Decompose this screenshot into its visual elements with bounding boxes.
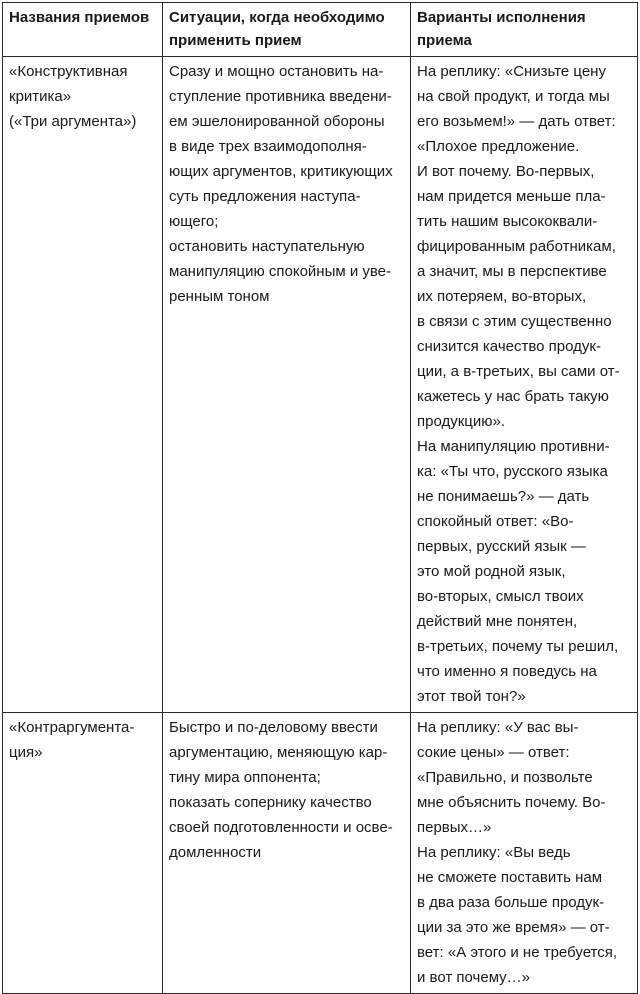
variants-cell — [411, 57, 638, 713]
cell-line: снизится качество продук- — [417, 338, 601, 355]
cell-line: первых…» — [417, 819, 492, 836]
cell-line: тину мира оппонента; — [169, 769, 321, 786]
cell-line: действий мне понятен, — [417, 613, 578, 630]
table-header-row — [3, 3, 638, 57]
cell-line: ющего; — [169, 213, 219, 230]
table-row — [3, 57, 638, 713]
cell-line: его возьмем!» — дать ответ: — [417, 113, 616, 130]
cell-line: «Правильно, и позвольте — [417, 769, 593, 786]
situation-cell — [163, 57, 411, 713]
cell-line: в два раза больше продук- — [417, 894, 605, 911]
header-line: Названия приемов — [9, 9, 150, 26]
cell-line: в виде трех взаимодополня- — [169, 138, 367, 155]
cell-line: своей подготовленности и осве- — [169, 819, 393, 836]
cell-line: спокойный ответ: «Во- — [417, 513, 574, 530]
cell-line: И вот почему. Во-первых, — [417, 163, 595, 180]
situation-cell — [163, 713, 411, 994]
cell-line: это мой родной язык, — [417, 563, 566, 580]
header-technique-names — [3, 3, 163, 57]
cell-line: их потеряем, во-вторых, — [417, 288, 587, 305]
header-situations — [163, 3, 411, 57]
cell-line: («Три аргумента») — [9, 113, 137, 130]
variants-cell — [411, 713, 638, 994]
cell-line: критика» — [9, 88, 72, 105]
table-row — [3, 713, 638, 994]
cell-line: что именно я поведусь на — [417, 663, 597, 680]
header-line: применить прием — [169, 32, 302, 49]
cell-line: Сразу и мощно остановить на- — [169, 63, 384, 80]
cell-line: показать сопернику качество — [169, 794, 372, 811]
cell-line: «Конструктивная — [9, 63, 128, 80]
cell-line: фицированным работникам, — [417, 238, 616, 255]
cell-line: На реплику: «Вы ведь — [417, 844, 571, 861]
technique-name-cell — [3, 57, 163, 713]
cell-line: «Контраргумента- — [9, 719, 135, 736]
cell-line: ка: «Ты что, русского языка — [417, 463, 608, 480]
cell-line: ренным тоном — [169, 288, 270, 305]
cell-line: ция» — [9, 744, 43, 761]
cell-line: первых, русский язык — — [417, 538, 586, 555]
cell-line: ем эшелонированной обороны — [169, 113, 385, 130]
technique-name-cell — [3, 713, 163, 994]
cell-line: нам придется меньше пла- — [417, 188, 606, 205]
cell-line: не понимаешь?» — дать — [417, 488, 590, 505]
cell-line: манипуляцию спокойным и уве- — [169, 263, 392, 280]
cell-line: кажетесь у нас брать такую — [417, 388, 609, 405]
cell-line: ции за это же время» — от- — [417, 919, 610, 936]
header-line: приема — [417, 32, 472, 49]
cell-line: сокие цены» — ответ: — [417, 744, 570, 761]
cell-line: на свой продукт, и тогда мы — [417, 88, 610, 105]
cell-line: суть предложения наступа- — [169, 188, 361, 205]
cell-line: мне объяснить почему. Во- — [417, 794, 606, 811]
cell-line: тить нашим высококвали- — [417, 213, 598, 230]
cell-line: продукцию». — [417, 413, 506, 430]
cell-line: не сможете поставить нам — [417, 869, 603, 886]
cell-line: Быстро и по-деловому ввести — [169, 719, 378, 736]
cell-line: домленности — [169, 844, 262, 861]
cell-line: «Плохое предложение. — [417, 138, 580, 155]
cell-line: и вот почему…» — [417, 969, 531, 986]
header-line: Варианты исполнения — [417, 9, 586, 26]
header-variants — [411, 3, 638, 57]
cell-line: На реплику: «Снизьте цену — [417, 63, 606, 80]
cell-line: этот твой тон?» — [417, 688, 526, 705]
cell-line: ступление противника введени- — [169, 88, 392, 105]
cell-line: во-вторых, смысл твоих — [417, 588, 584, 605]
cell-line: в связи с этим существенно — [417, 313, 612, 330]
header-line: Ситуации, когда необходимо — [169, 9, 385, 26]
cell-line: ющих аргументов, критикующих — [169, 163, 393, 180]
cell-line: вет: «А этого и не требуется, — [417, 944, 618, 961]
techniques-table — [2, 2, 638, 994]
cell-line: а значит, мы в перспективе — [417, 263, 607, 280]
cell-line: аргументацию, меняющую кар- — [169, 744, 388, 761]
cell-line: в-третьих, почему ты решил, — [417, 638, 619, 655]
cell-line: ции, а в-третьих, вы сами от- — [417, 363, 620, 380]
cell-line: На манипуляцию противни- — [417, 438, 610, 455]
cell-line: остановить наступательную — [169, 238, 365, 255]
cell-line: На реплику: «У вас вы- — [417, 719, 579, 736]
